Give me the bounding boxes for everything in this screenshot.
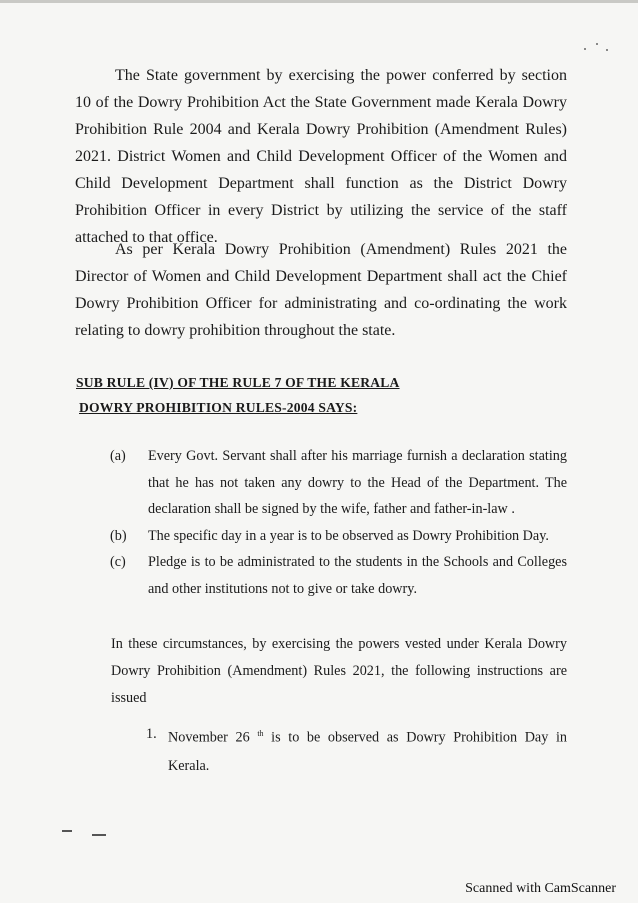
instructions-list (146, 720, 567, 780)
sub-rules-list (110, 443, 567, 602)
list-marker: (a) (110, 448, 126, 464)
scan-edge (0, 0, 638, 3)
heading-line-1: SUB RULE (IV) OF THE RULE 7 OF THE KERALA (76, 375, 400, 390)
scan-mark (62, 830, 72, 832)
list-marker: (b) (110, 527, 127, 544)
section-heading (76, 370, 400, 420)
ordinal-suffix: th (257, 729, 264, 738)
paragraph-chief-officer: As per Kerala Dowry Prohibition (Amendment) Rules 2021 the Director of Women and Child Development Department shall act the Chief Dowry Prohibition Officer for administrating and co-ordinating the work relating to dowry prohibition throughout the state. (75, 241, 567, 339)
scanner-watermark: Scanned with CamScanner (465, 881, 616, 896)
scan-mark (92, 834, 106, 836)
paragraph-circumstances: In these circumstances, by exercising the powers vested under Kerala Dowry Dowry Prohibition (Amendment) Rules 2021, the following instructions are issued (111, 636, 567, 707)
paragraph-powers: The State government by exercising the power conferred by section 10 of the Dowry Prohibition Act the State Government made Kerala Dowry Prohibition Rule 2004 and Kerala Dowry Prohibition (Amendment Rules) 2021. District Women and Child Development Officer of the Women and Child Development Department shall function as the District Dowry Prohibition Officer in every District by utilizing the service of the staff attached to that office. (75, 67, 567, 246)
list-item (110, 523, 567, 550)
list-item-text: The specific day in a year is to be observed as Dowry Prohibition Day. (148, 527, 549, 544)
heading-line-2: DOWRY PROHIBITION RULES-2004 SAYS: (79, 400, 358, 415)
list-item (110, 443, 567, 523)
scan-specks (582, 40, 612, 54)
list-item-text (168, 720, 567, 780)
instruction-text-start: November 26 (168, 729, 258, 746)
list-marker: 1. (146, 726, 157, 742)
list-item-text: Every Govt. Servant shall after his marriage furnish a declaration stating that he has not taken any dowry to the Head of the Department. The declaration shall be signed by the wife, father and father-in-law . (148, 448, 567, 517)
list-item (146, 720, 567, 780)
list-item (110, 549, 567, 602)
instruction-text-end: is to be observed as Dowry Prohibition Day in Kerala. (168, 729, 567, 774)
list-item-text: Pledge is to be administrated to the students in the Schools and Colleges and other institutions not to give or take dowry. (148, 554, 567, 597)
list-marker: (c) (110, 554, 126, 570)
